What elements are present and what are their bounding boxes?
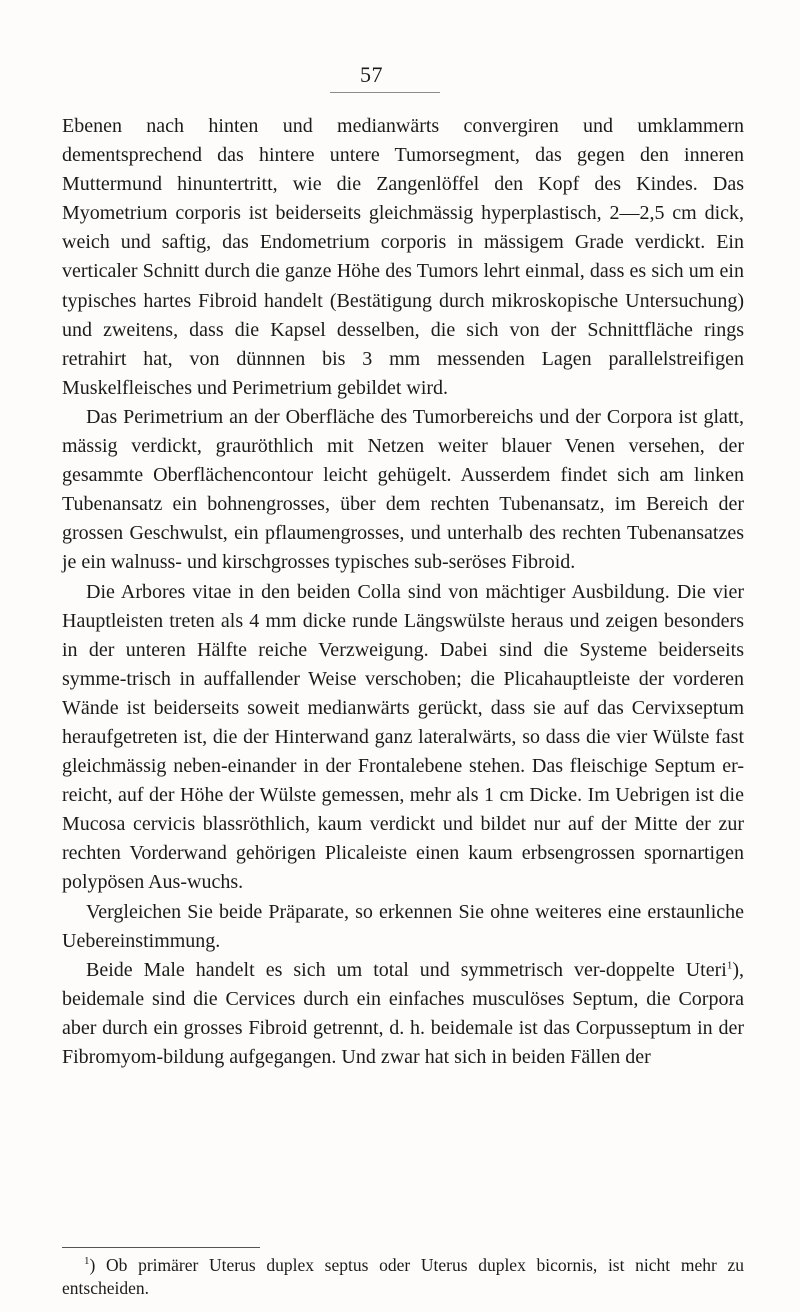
footnote-reference: 1	[726, 959, 733, 972]
paragraph-5	[62, 956, 744, 1072]
body-text	[62, 112, 744, 1072]
paragraph-4: Vergleichen Sie beide Präparate, so erkennen Sie ohne weiteres eine erstaunliche Uebereinstimmung.	[62, 900, 744, 952]
paragraph-2: Das Perimetrium an der Oberfläche des Tumorbereichs und der Corpora ist glatt, mässig verdickt, grauröthlich mit Netzen weiter blauer Venen versehen, der gesammte Oberflächencontour leicht gehügelt. Ausserdem findet sich am linken Tubenansatz ein bohnengrosses, über dem rechten Tubenansatz, im Bereich der grossen Geschwulst, ein pflaumengrosses, und unterhalb des rechten Tubenansatzes je ein walnuss- und kirschgrosses typisches sub-seröses Fibroid.	[62, 405, 744, 574]
footnote-1-text: ) Ob primärer Uterus duplex septus oder Uterus duplex bicornis, ist nicht mehr zu entscheiden.	[62, 1255, 744, 1298]
footnote-marker: 1	[84, 1255, 90, 1268]
footnote-1	[62, 1254, 744, 1300]
footnote-divider	[62, 1247, 260, 1248]
paragraph-5-text-before-note: Beide Male handelt es sich um total und symmetrisch ver-doppelte Uteri	[86, 958, 727, 981]
paragraph-1: Ebenen nach hinten und medianwärts convergiren und umklammern dementsprechend das hintere untere Tumorsegment, das gegen den inneren Muttermund hinuntertritt, wie die Zangenlöffel den Kopf des Kindes. Das Myometrium corporis ist beiderseits gleichmässig hyperplastisch, 2—2,5 cm dick, weich und saftig, das Endometrium corporis in mässigem Grade verdickt. Ein verticaler Schnitt durch die ganze Höhe des Tumors lehrt einmal, dass es sich um ein typisches hartes Fibroid handelt (Bestätigung durch mikroskopische Untersuchung) und zweitens, dass die Kapsel desselben, die sich von der Schnittfläche rings retrahirt hat, von dünnnen bis 3 mm messenden Lagen parallelstreifigen Muskelfleisches und Perimetrium gebildet wird.	[62, 115, 744, 399]
page-number-rule	[330, 92, 440, 93]
paragraph-5-text-after-note: ), beidemale sind die Cervices durch ein einfaches musculöses Septum, die Corpora aber durch ein grosses Fibroid getrennt, d. h. beidemale ist das Corpusseptum in der Fibromyom-bildung aufgegangen. Und zwar hat sich in beiden Fällen der	[62, 958, 744, 1068]
footnotes	[62, 1254, 744, 1300]
paragraph-3: Die Arbores vitae in den beiden Colla sind von mächtiger Ausbildung. Die vier Hauptleisten treten als 4 mm dicke runde Längswülste heraus und zeigen besonders in der unteren Hälfte reiche Verzweigung. Dabei sind die Systeme beiderseits symme-trisch in auffallender Weise verschoben; die Plicahauptleiste der vorderen Wände ist beiderseits soweit medianwärts gerückt, dass sie auf das Cervixseptum heraufgetreten ist, die der Hinterwand ganz lateralwärts, so dass die vier Wülste fast gleichmässig neben-einander in der Frontalebene stehen. Das fleischige Septum er-reicht, auf der Höhe der Wülste gemessen, mehr als 1 cm Dicke. Im Uebrigen ist die Mucosa cervicis blassröthlich, kaum verdickt und bildet nur auf der Mitte der zur rechten Vorderwand gehörigen Plicaleiste einen kaum erbsengrossen spornartigen polypösen Aus-wuchs.	[62, 580, 744, 894]
page-number: 57	[360, 62, 383, 87]
